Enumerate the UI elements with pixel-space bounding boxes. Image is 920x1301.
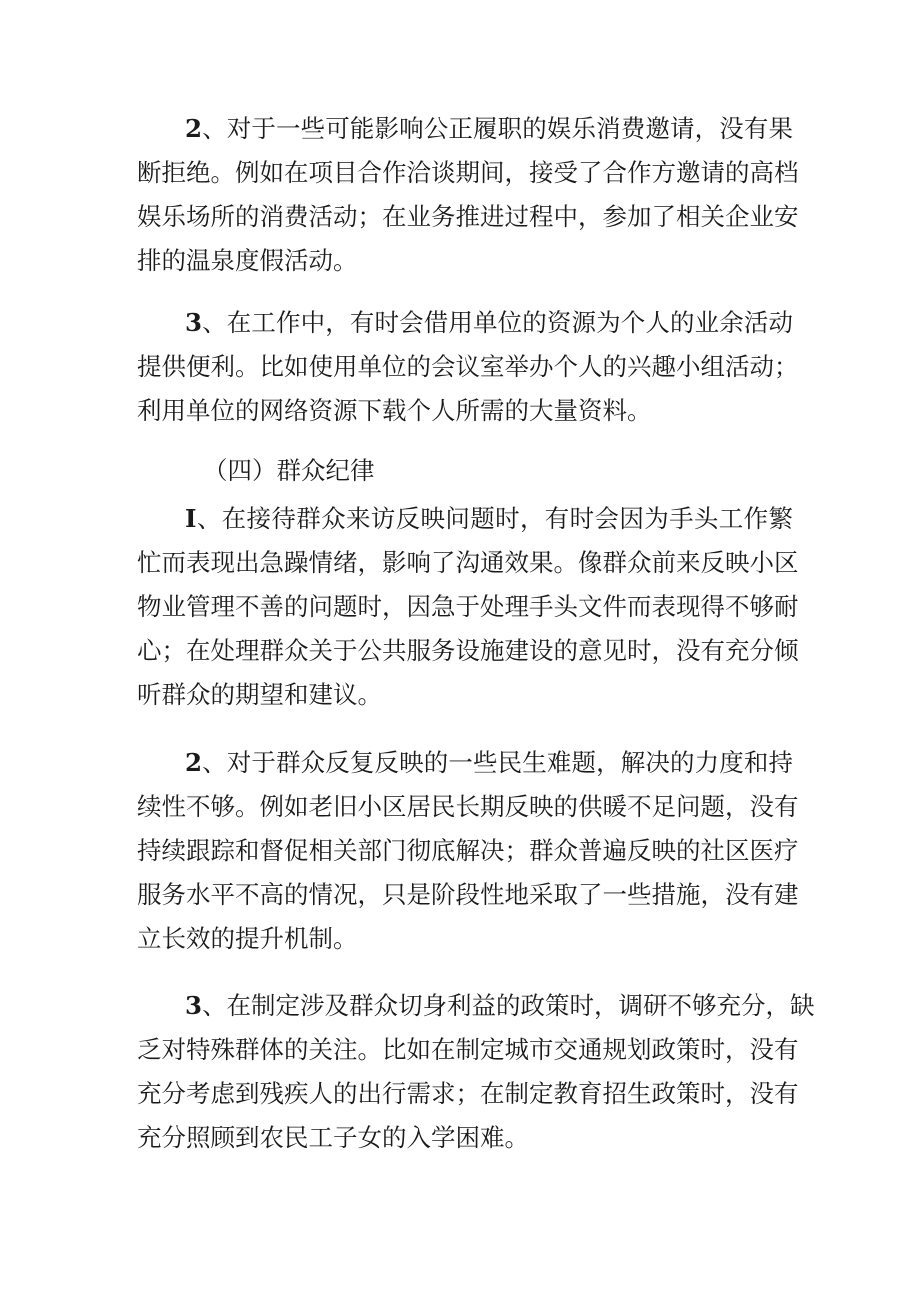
text-line: 服务水平不高的情况，只是阶段性地采取了一些措施，没有建 [137, 880, 799, 909]
paragraph-mass-1 [137, 497, 799, 717]
text-line: 心；在处理群众关于公共服务设施建设的意见时，没有充分倾 [137, 636, 799, 665]
item-number: 3 [185, 308, 203, 337]
text-line: 忙而表现出急躁情绪，影响了沟通效果。像群众前来反映小区 [137, 548, 799, 577]
item-number: 3 [185, 991, 203, 1020]
section-heading: （四）群众纪律 [203, 456, 375, 485]
text-line: 排的温泉度假活动。 [137, 246, 358, 275]
paragraph-integrity-2 [137, 107, 799, 283]
item-number: 2 [185, 114, 203, 143]
text-line: 提供便利。比如使用单位的会议室举办个人的兴趣小组活动； [137, 352, 799, 381]
text-line: 充分照顾到农民工子女的入学困难。 [137, 1123, 529, 1152]
text-line: 充分考虑到残疾人的出行需求；在制定教育招生政策时，没有 [137, 1079, 799, 1108]
paragraph-mass-2 [137, 741, 799, 961]
text-line: 3、在工作中，有时会借用单位的资源为个人的业余活动 [185, 308, 793, 337]
item-number: I [185, 504, 197, 533]
text-line: 3、在制定涉及群众切身利益的政策时，调研不够充分，缺 [185, 991, 815, 1020]
text-line: 2、对于一些可能影响公正履职的娱乐消费邀请，没有果 [185, 114, 793, 143]
paragraph-mass-3 [137, 984, 815, 1160]
text-line: 断拒绝。例如在项目合作洽谈期间，接受了合作方邀请的高档 [137, 158, 799, 187]
text-line: 续性不够。例如老旧小区居民长期反映的供暖不足问题，没有 [137, 792, 799, 821]
paragraph-integrity-3 [137, 301, 799, 433]
text-line: 持续跟踪和督促相关部门彻底解决；群众普遍反映的社区医疗 [137, 836, 799, 865]
text-line: 乏对特殊群体的关注。比如在制定城市交通规划政策时，没有 [137, 1035, 799, 1064]
text-line: 娱乐场所的消费活动；在业务推进过程中，参加了相关企业安 [137, 202, 799, 231]
text-line: 物业管理不善的问题时，因急于处理手头文件而表现得不够耐 [137, 592, 799, 621]
text-line: I、在接待群众来访反映问题时，有时会因为手头工作繁 [185, 504, 793, 533]
item-number: 2 [185, 748, 203, 777]
text-line: 2、对于群众反复反映的一些民生难题，解决的力度和持 [185, 748, 793, 777]
text-line: 听群众的期望和建议。 [137, 680, 382, 709]
text-line: 利用单位的网络资源下载个人所需的大量资料。 [137, 396, 652, 425]
text-line: 立长效的提升机制。 [137, 924, 358, 953]
